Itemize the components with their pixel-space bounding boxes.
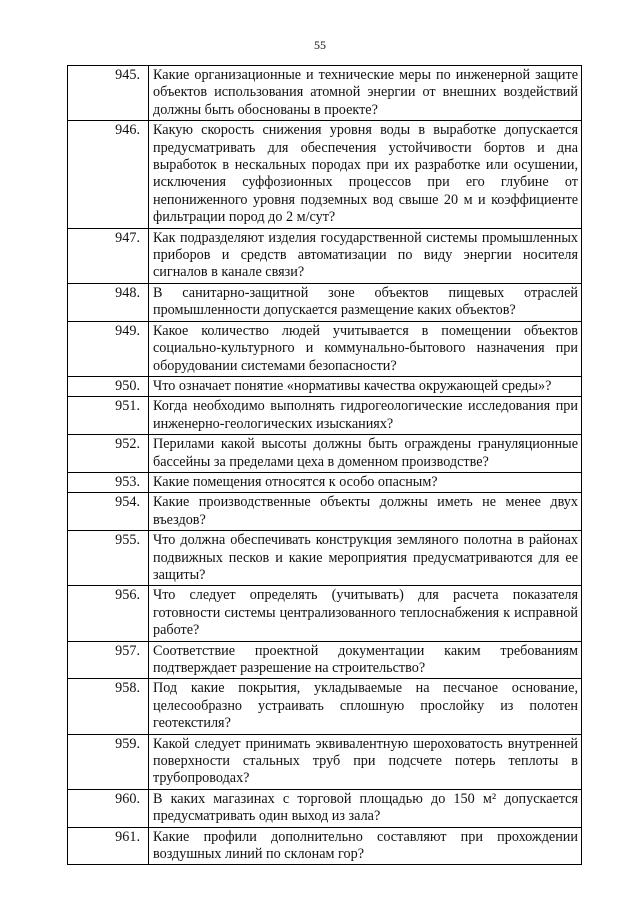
question-number: 955. [68, 531, 149, 586]
table-row [68, 435, 582, 473]
question-text: Когда необходимо выполнять гидрогеологические исследования при инженерно-геологических изысканиях? [149, 397, 582, 435]
question-number: 947. [68, 228, 149, 283]
question-number: 946. [68, 121, 149, 228]
question-text: Какие помещения относятся к особо опасным? [149, 472, 582, 492]
question-number: 961. [68, 827, 149, 865]
question-number: 952. [68, 435, 149, 473]
table-row [68, 679, 582, 734]
table-row [68, 397, 582, 435]
question-text: В санитарно-защитной зоне объектов пищевых отраслей промышленности допускается размещение каких объектов? [149, 283, 582, 321]
table-row [68, 586, 582, 641]
question-number: 950. [68, 376, 149, 396]
question-number: 960. [68, 789, 149, 827]
table-row [68, 641, 582, 679]
question-text: В каких магазинах с торговой площадью до 150 м² допускается предусматривать один выход из зала? [149, 789, 582, 827]
table-row [68, 531, 582, 586]
question-text: Как подразделяют изделия государственной системы промышленных приборов и средств автоматизации по виду энергии носителя сигналов в канале связи? [149, 228, 582, 283]
question-text: Какое количество людей учитывается в помещении объектов социально-культурного и коммунально-бытового назначения при оборудовании системами безопасности? [149, 321, 582, 376]
question-text: Что следует определять (учитывать) для расчета показателя готовности системы централизованного теплоснабжения к исправной работе? [149, 586, 582, 641]
table-row [68, 376, 582, 396]
table-row [68, 321, 582, 376]
question-number: 945. [68, 66, 149, 121]
table-row [68, 493, 582, 531]
question-number: 953. [68, 472, 149, 492]
question-number: 949. [68, 321, 149, 376]
table-row [68, 228, 582, 283]
question-text: Какие производственные объекты должны иметь не менее двух въездов? [149, 493, 582, 531]
table-row [68, 66, 582, 121]
question-text: Какую скорость снижения уровня воды в выработке допускается предусматривать для обеспечения устойчивости бортов и дна выработок в нескальных породах при их разработке или осушении, исключения суффозионных процессов при его глубине от непониженного уровня подземных вод свыше 20 м и коэффициенте фильтрации пород до 2 м/сут? [149, 121, 582, 228]
questions-table [67, 65, 582, 865]
table-row [68, 789, 582, 827]
question-text: Какие профили дополнительно составляют при прохождении воздушных линий по склонам гор? [149, 827, 582, 865]
question-text: Перилами какой высоты должны быть ограждены грануляционные бассейны за пределами цеха в доменном производстве? [149, 435, 582, 473]
page-number: 55 [314, 38, 326, 52]
question-text: Под какие покрытия, укладываемые на песчаное основание, целесообразно устраивать сплошную прослойку из полотен геотекстиля? [149, 679, 582, 734]
question-text: Что означает понятие «нормативы качества окружающей среды»? [149, 376, 582, 396]
question-text: Какой следует принимать эквивалентную шероховатость внутренней поверхности стальных труб при подсчете потерь теплоты в трубопроводах? [149, 734, 582, 789]
table-row [68, 472, 582, 492]
table-row [68, 734, 582, 789]
question-text: Соответствие проектной документации каким требованиям подтверждает разрешение на строительство? [149, 641, 582, 679]
question-number: 948. [68, 283, 149, 321]
question-number: 956. [68, 586, 149, 641]
table-row [68, 283, 582, 321]
question-text: Что должна обеспечивать конструкция земляного полотна в районах подвижных песков и какие мероприятия предусматриваются для ее защиты? [149, 531, 582, 586]
question-number: 958. [68, 679, 149, 734]
question-number: 957. [68, 641, 149, 679]
question-number: 951. [68, 397, 149, 435]
table-row [68, 827, 582, 865]
question-number: 959. [68, 734, 149, 789]
question-number: 954. [68, 493, 149, 531]
table-row [68, 121, 582, 228]
question-text: Какие организационные и технические меры по инженерной защите объектов использования атомной энергии от внешних воздействий должны быть обоснованы в проекте? [149, 66, 582, 121]
